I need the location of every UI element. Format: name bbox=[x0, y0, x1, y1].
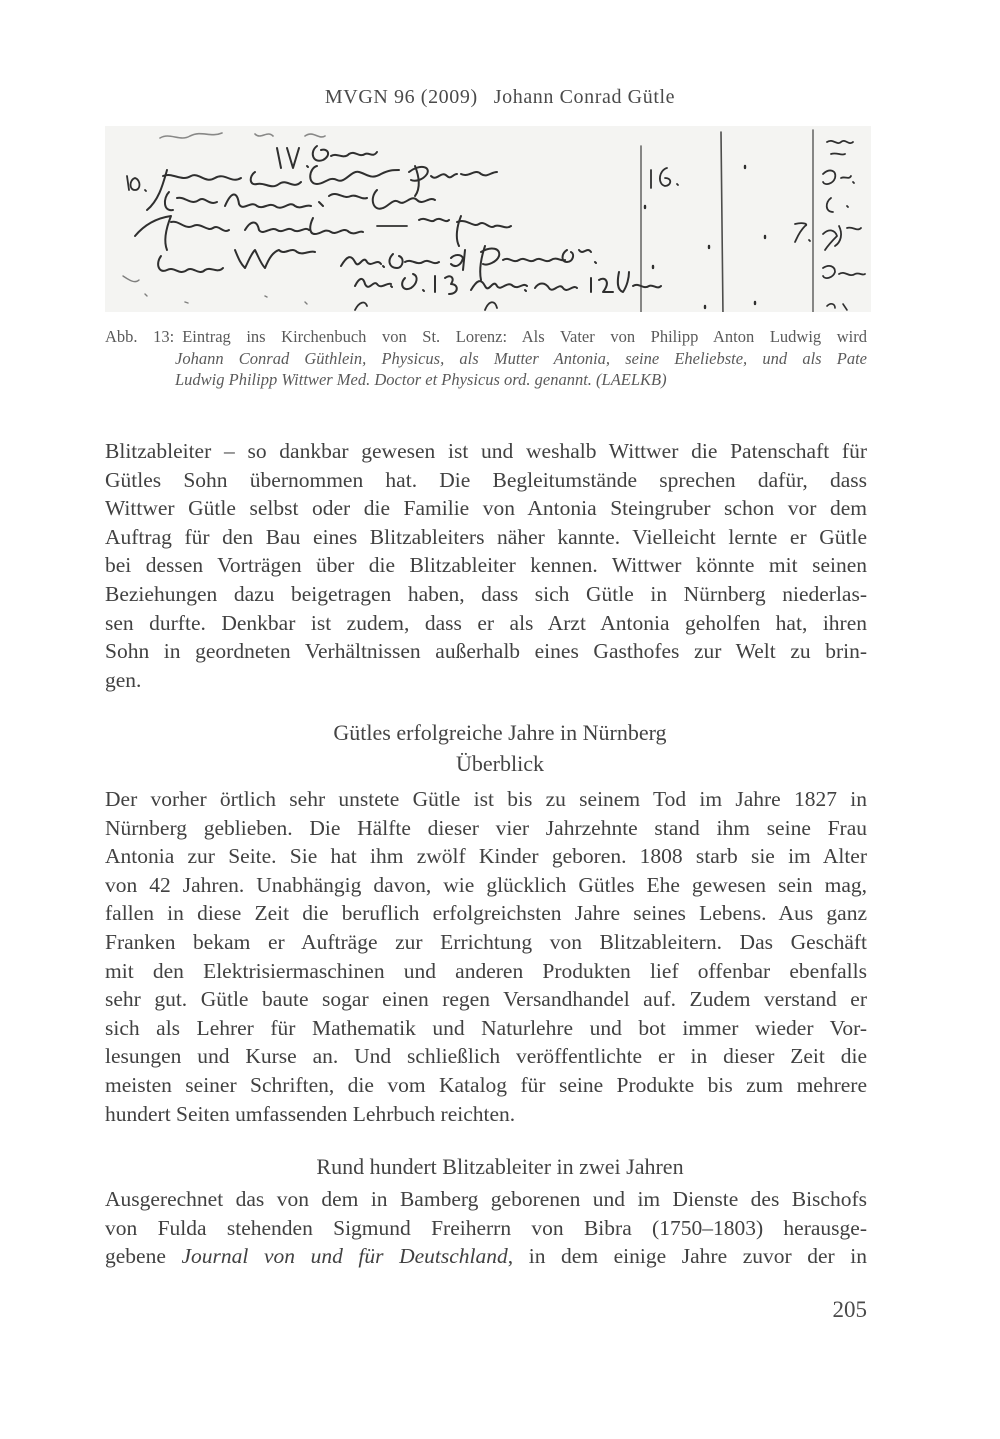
text-line: Beziehungen dazu beigetragen haben, dass sich Gütle in Nürnberg niederlas- bbox=[105, 581, 867, 606]
subsection-heading: Überblick bbox=[456, 751, 544, 776]
text-line: Ausgerechnet das von dem in Bamberg geborenen und im Dienste des Bischofs bbox=[105, 1187, 867, 1211]
figure-caption bbox=[105, 326, 867, 391]
page-number: 205 bbox=[832, 1297, 867, 1322]
section-heading: Gütles erfolgreiche Jahre in Nürnberg bbox=[333, 720, 667, 745]
section-heading-2: Rund hundert Blitzableiter in zwei Jahren bbox=[316, 1154, 684, 1179]
paragraph-1 bbox=[105, 437, 867, 694]
text-line: sich als Lehrer für Mathematik und Naturlehre und bot immer wieder Vor- bbox=[105, 1015, 867, 1040]
text-line: lesungen und Kurse an. Und schließlich veröffentlichte er in dieser Zeit die bbox=[105, 1044, 867, 1069]
paragraph-3 bbox=[105, 1185, 867, 1271]
caption-line-2: Johann Conrad Güthlein, Physicus, als Mutter Antonia, seine Eheliebste, und als Pate bbox=[175, 348, 867, 368]
text-line: Der vorher örtlich sehr unstete Gütle ist bis zu seinem Tod im Jahre 1827 in bbox=[105, 787, 867, 811]
text-line: mit den Elektrisiermaschinen und anderen Produkten lief offenbar ebenfalls bbox=[105, 958, 867, 983]
text-line: Nürnberg geblieben. Die Hälfte dieser vier Jahrzehnte stand ihm seine Frau bbox=[105, 815, 867, 840]
text-line: von Fulda stehenden Sigmund Freiherrn von Bibra (1750–1803) herausge- bbox=[105, 1215, 867, 1240]
text-line: gebene Journal von und für Deutschland, in dem einige Jahre zuvor der in bbox=[105, 1244, 867, 1269]
caption-line-3: Ludwig Philipp Wittwer Med. Doctor et Physicus ord. genannt. (LAELKB) bbox=[175, 370, 667, 389]
church-register-scan bbox=[105, 126, 871, 312]
caption-label: Abb. 13: bbox=[105, 327, 175, 346]
running-title: Johann Conrad Gütle bbox=[493, 86, 676, 108]
running-head bbox=[0, 86, 1000, 109]
journal-reference: MVGN 96 (2009) bbox=[324, 86, 478, 108]
text-line: Franken bekam er Aufträge zur Errichtung von Blitzableitern. Das Geschäft bbox=[105, 929, 867, 954]
journal-title: Journal von und für Deutschland bbox=[181, 1244, 508, 1269]
text-line: Auftrag für den Bau eines Blitzableiters näher kannte. Vielleicht lernte er Gütle bbox=[105, 524, 867, 549]
caption-line-1: Abb. 13: Eintrag ins Kirchenbuch von St. Lorenz: Als Vater von Philipp Anton Ludwig wird bbox=[105, 327, 867, 346]
paragraph-2 bbox=[105, 785, 867, 1128]
text-line: Blitzableiter – so dankbar gewesen ist und weshalb Wittwer die Patenschaft für bbox=[105, 439, 867, 463]
text-line: Antonia zur Seite. Sie hat ihm zwölf Kinder geboren. 1808 starb sie im Alter bbox=[105, 844, 867, 869]
text-line: bei dessen Vorträgen über die Blitzableiter kennen. Wittwer könnte mit seinen bbox=[105, 553, 867, 578]
text-line: gen. bbox=[105, 667, 142, 692]
handwriting-image bbox=[105, 126, 871, 312]
text-line: hundert Seiten umfassenden Lehrbuch reichten. bbox=[105, 1101, 516, 1126]
text-line: Gütles Sohn übernommen hat. Die Begleitumstände sprechen dafür, dass bbox=[105, 467, 867, 492]
text-line: von 42 Jahren. Unabhängig davon, wie glücklich Gütles Ehe gewesen sein mag, bbox=[105, 872, 867, 897]
text-line: sen durfte. Denkbar ist zudem, dass er als Arzt Antonia geholfen hat, ihren bbox=[105, 610, 867, 635]
text-line: meisten seiner Schriften, die vom Katalog für seine Produkte bis zum mehrere bbox=[105, 1072, 867, 1097]
text-line: Wittwer Gütle selbst oder die Familie von Antonia Steingruber schon vor dem bbox=[105, 496, 867, 521]
text-line: fallen in diese Zeit die beruflich erfolgreichsten Jahre seines Lebens. Aus ganz bbox=[105, 901, 867, 926]
text-line: Sohn in geordneten Verhältnissen außerhalb eines Gasthofes zur Welt zu brin- bbox=[105, 639, 867, 664]
text-line: sehr gut. Gütle baute sogar einen regen Versandhandel auf. Zudem verstand er bbox=[105, 987, 867, 1012]
